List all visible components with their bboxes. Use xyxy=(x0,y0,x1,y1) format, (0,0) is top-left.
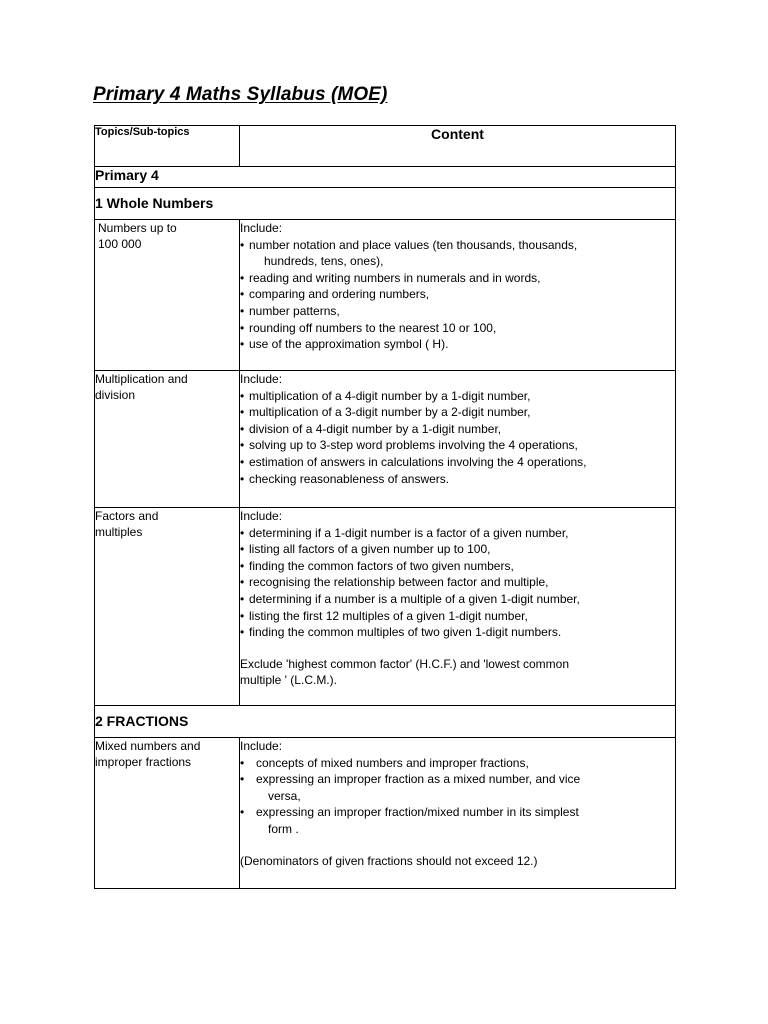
list-item: • finding the common multiples of two given 1-digit numbers. xyxy=(240,624,675,641)
document-title: Primary 4 Maths Syllabus (MOE) xyxy=(93,84,388,105)
topic-cell xyxy=(95,371,240,508)
note-line: multiple ' (L.C.M.). xyxy=(240,673,337,688)
list-item: • finding the common factors of two given numbers, xyxy=(240,558,675,575)
list-item-text: expressing an improper fraction/mixed number in its simplest xyxy=(256,805,579,820)
list-item: • multiplication of a 4-digit number by a 1-digit number, xyxy=(240,388,675,405)
table-row xyxy=(95,371,676,508)
list-item: • division of a 4-digit number by a 1-digit number, xyxy=(240,421,675,438)
list-item: • solving up to 3-step word problems involving the 4 operations, xyxy=(240,437,675,454)
table-row xyxy=(95,738,676,889)
header-topics: Topics/Sub-topics xyxy=(95,126,240,167)
topic-label: Factors and xyxy=(95,509,159,523)
section-row-fractions xyxy=(95,706,676,738)
level-heading: Primary 4 xyxy=(95,167,676,188)
exclusion-note xyxy=(240,656,675,689)
level-row xyxy=(95,167,676,188)
table-row xyxy=(95,508,676,706)
section-row-whole-numbers xyxy=(95,188,676,220)
topic-label: Numbers up to xyxy=(98,221,177,235)
list-item-text: number notation and place values (ten thousands, thousands, xyxy=(249,237,578,252)
denominator-note: (Denominators of given fractions should not exceed 12.) xyxy=(240,853,538,868)
list-item: • listing all factors of a given number up to 100, xyxy=(240,541,675,558)
topic-label: Multiplication and xyxy=(95,372,188,386)
table-row xyxy=(95,220,676,371)
header-content: Content xyxy=(240,126,676,167)
topic-cell xyxy=(95,220,240,371)
topic-cell xyxy=(95,738,240,889)
content-list xyxy=(240,388,675,488)
content-cell xyxy=(240,508,676,706)
list-item xyxy=(240,237,675,270)
include-label: Include: xyxy=(240,509,283,523)
list-item xyxy=(240,804,675,837)
list-item: • number patterns, xyxy=(240,303,675,320)
section-heading-fractions: 2 FRACTIONS xyxy=(95,706,676,738)
list-item-continuation: form . xyxy=(268,821,299,836)
list-item: • use of the approximation symbol ( H). xyxy=(240,336,675,353)
list-item: • estimation of answers in calculations involving the 4 operations, xyxy=(240,454,675,471)
include-label: Include: xyxy=(240,739,283,753)
list-item: • determining if a 1-digit number is a factor of a given number, xyxy=(240,525,675,542)
include-label: Include: xyxy=(240,372,283,386)
topic-label: improper fractions xyxy=(95,755,192,769)
topic-cell xyxy=(95,508,240,706)
content-list xyxy=(240,755,675,838)
list-item-continuation: hundreds, tens, ones), xyxy=(264,254,384,269)
list-item: • comparing and ordering numbers, xyxy=(240,286,675,303)
content-cell xyxy=(240,738,676,889)
topic-label: Mixed numbers and xyxy=(95,739,201,753)
list-item: • multiplication of a 3-digit number by a 2-digit number, xyxy=(240,404,675,421)
list-item: • determining if a number is a multiple of a given 1-digit number, xyxy=(240,591,675,608)
note-line: Exclude 'highest common factor' (H.C.F.) and 'lowest common xyxy=(240,656,569,671)
list-item-continuation: versa, xyxy=(268,788,301,803)
list-item: • recognising the relationship between factor and multiple, xyxy=(240,574,675,591)
content-cell xyxy=(240,371,676,508)
list-item: • concepts of mixed numbers and improper fractions, xyxy=(240,755,675,772)
list-item: • rounding off numbers to the nearest 10 or 100, xyxy=(240,320,675,337)
content-list xyxy=(240,525,675,641)
syllabus-table xyxy=(94,125,676,889)
topic-label: 100 000 xyxy=(98,237,142,251)
content-list xyxy=(240,237,675,353)
list-item: • listing the first 12 multiples of a given 1-digit number, xyxy=(240,608,675,625)
list-item-text: expressing an improper fraction as a mixed number, and vice xyxy=(256,772,581,787)
section-heading-whole-numbers: 1 Whole Numbers xyxy=(95,188,676,220)
list-item: • reading and writing numbers in numerals and in words, xyxy=(240,270,675,287)
list-item xyxy=(240,771,675,804)
list-item: • checking reasonableness of answers. xyxy=(240,471,675,488)
header-row xyxy=(95,126,676,167)
content-cell xyxy=(240,220,676,371)
topic-label: multiples xyxy=(95,525,143,539)
include-label: Include: xyxy=(240,221,283,235)
topic-label: division xyxy=(95,388,136,402)
